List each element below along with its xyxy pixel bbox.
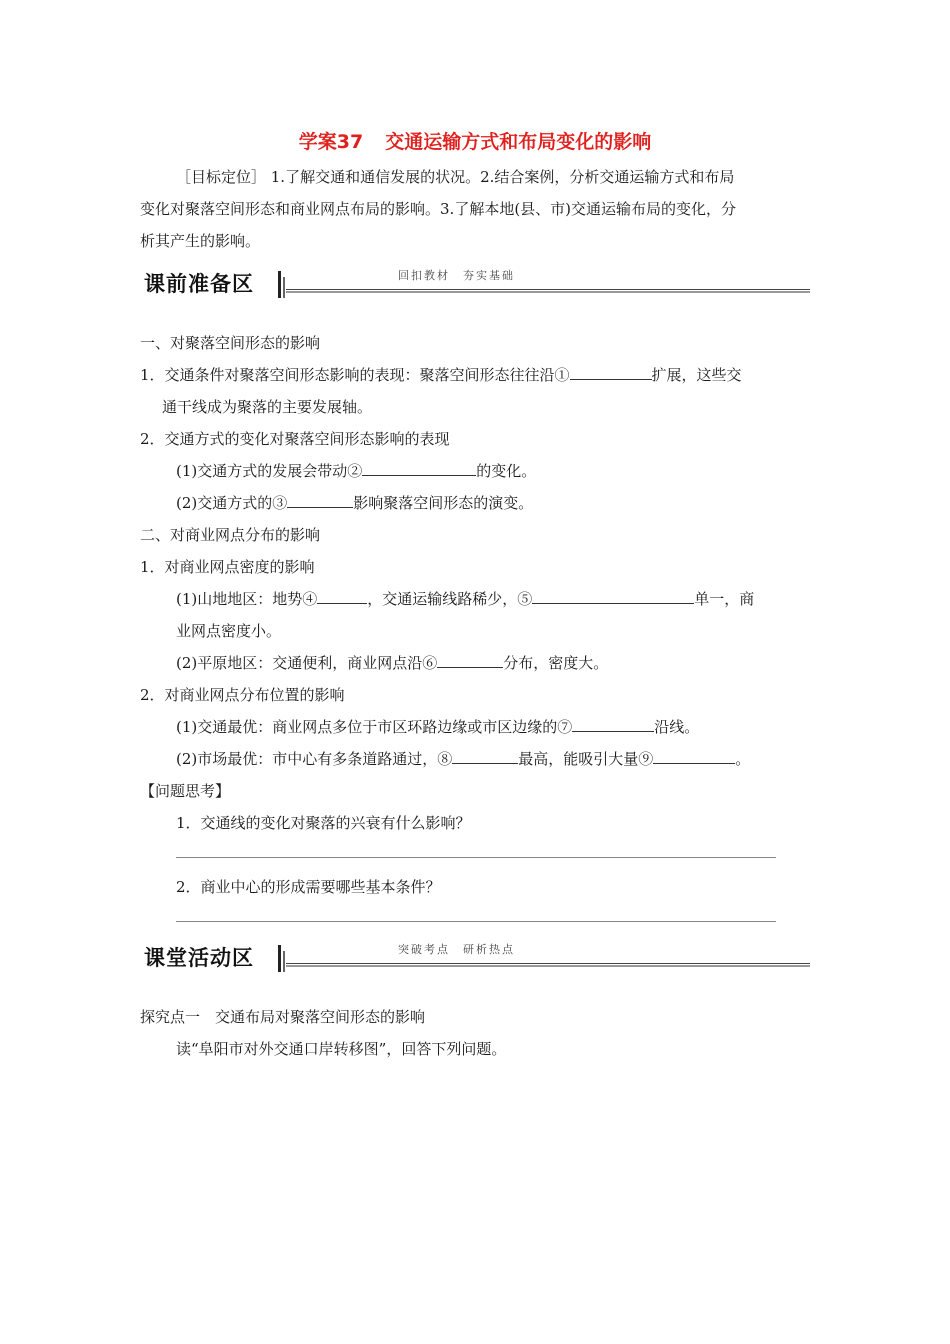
answer-blank-9[interactable] [653, 748, 735, 764]
part1-q1 [140, 364, 742, 386]
answer-line-2[interactable] [176, 921, 776, 922]
answer-line-1[interactable] [176, 857, 776, 858]
section-label: 课前准备区 [144, 272, 254, 296]
part2-q2-1 [176, 716, 699, 738]
answer-blank-8[interactable] [452, 748, 518, 764]
q1-1-text-mid: ，交通运输线路稀少，⑤ [367, 590, 533, 608]
part1-q2-1 [176, 460, 536, 482]
q2-2-text-mid: 最高，能吸引大量⑨ [518, 750, 654, 768]
explore-heading: 探究点一 交通布局对聚落空间形态的影响 [140, 1008, 426, 1026]
part2-q2-2 [176, 748, 750, 770]
banner-rule-thick [286, 965, 810, 967]
section-banner-class [140, 942, 810, 976]
answer-blank-2[interactable] [362, 460, 476, 476]
q1-2-text: (2)平原地区：交通便利，商业网点沿⑥ [176, 654, 438, 672]
part2-q1: 1．对商业网点密度的影响 [140, 558, 315, 576]
part2-q1-1 [176, 588, 754, 610]
q1-1-text-end: 单一，商 [694, 590, 755, 608]
answer-blank-4[interactable] [317, 588, 367, 604]
part1-q1-cont: 通干线成为聚落的主要发展轴。 [162, 398, 373, 416]
thinking-heading: 【问题思考】 [140, 782, 231, 800]
part1-q2: 2．交通方式的变化对聚落空间形态影响的表现 [140, 430, 450, 448]
q2-1-text: (1)交通方式的发展会带动② [176, 462, 363, 480]
page-title [0, 129, 950, 155]
title-main: 交通运输方式和布局变化的影响 [385, 131, 652, 153]
banner-divider-thin [283, 277, 285, 298]
section-label: 课堂活动区 [144, 946, 254, 970]
answer-blank-5[interactable] [532, 588, 694, 604]
q2-2-text: (2)交通方式的③ [176, 494, 288, 512]
q1-2-text-cont: 分布，密度大。 [503, 654, 609, 672]
part2-q1-2 [176, 652, 608, 674]
part2-heading: 二、对商业网点分布的影响 [140, 526, 321, 544]
q2-2-text-end: 。 [735, 750, 751, 768]
objectives-line-2: 变化对聚落空间形态和商业网点布局的影响。3.了解本地(县、市)交通运输布局的变化，分 [140, 200, 737, 218]
section-tagline: 突破考点 研析热点 [398, 943, 515, 956]
q2-1-text-cont: 的变化。 [476, 462, 537, 480]
thinking-q1: 1．交通线的变化对聚落的兴衰有什么影响？ [176, 814, 471, 832]
banner-divider-thin [283, 951, 285, 972]
q1-text-cont: 扩展，这些交 [651, 366, 742, 384]
explore-instruction: 读“阜阳市对外交通口岸转移图”，回答下列问题。 [176, 1040, 507, 1058]
section-banner-prep [140, 268, 810, 302]
part2-q2: 2．对商业网点分布位置的影响 [140, 686, 345, 704]
part1-heading: 一、对聚落空间形态的影响 [140, 334, 321, 352]
q2-2-text-cont: 影响聚落空间形态的演变。 [353, 494, 534, 512]
q2-1-text: (1)交通最优：商业网点多位于市区环路边缘或市区边缘的⑦ [176, 718, 573, 736]
answer-blank-3[interactable] [287, 492, 353, 508]
section-tagline: 回扣教材 夯实基础 [398, 269, 515, 282]
objectives-line-1: ［目标定位］ 1.了解交通和通信发展的状况。2.结合案例，分析交通运输方式和布局 [176, 168, 735, 186]
banner-rule [286, 289, 810, 290]
banner-rule [286, 963, 810, 964]
q1-1-text: (1)山地地区：地势④ [176, 590, 318, 608]
banner-rule-thick [286, 291, 810, 293]
banner-divider [278, 945, 281, 972]
answer-blank-7[interactable] [572, 716, 654, 732]
part1-q2-2 [176, 492, 533, 514]
part2-q1-1-cont: 业网点密度小。 [176, 622, 282, 640]
objectives-line-3: 析其产生的影响。 [140, 232, 261, 250]
title-prefix: 学案37 [298, 131, 364, 153]
answer-blank-6[interactable] [437, 652, 503, 668]
thinking-q2: 2．商业中心的形成需要哪些基本条件？ [176, 878, 441, 896]
q2-2-text: (2)市场最优：市中心有多条道路通过，⑧ [176, 750, 453, 768]
q2-1-text-cont: 沿线。 [654, 718, 700, 736]
banner-divider [278, 271, 281, 298]
q1-text: 1．交通条件对聚落空间形态影响的表现：聚落空间形态往往沿① [140, 366, 570, 384]
answer-blank-1[interactable] [570, 364, 652, 380]
